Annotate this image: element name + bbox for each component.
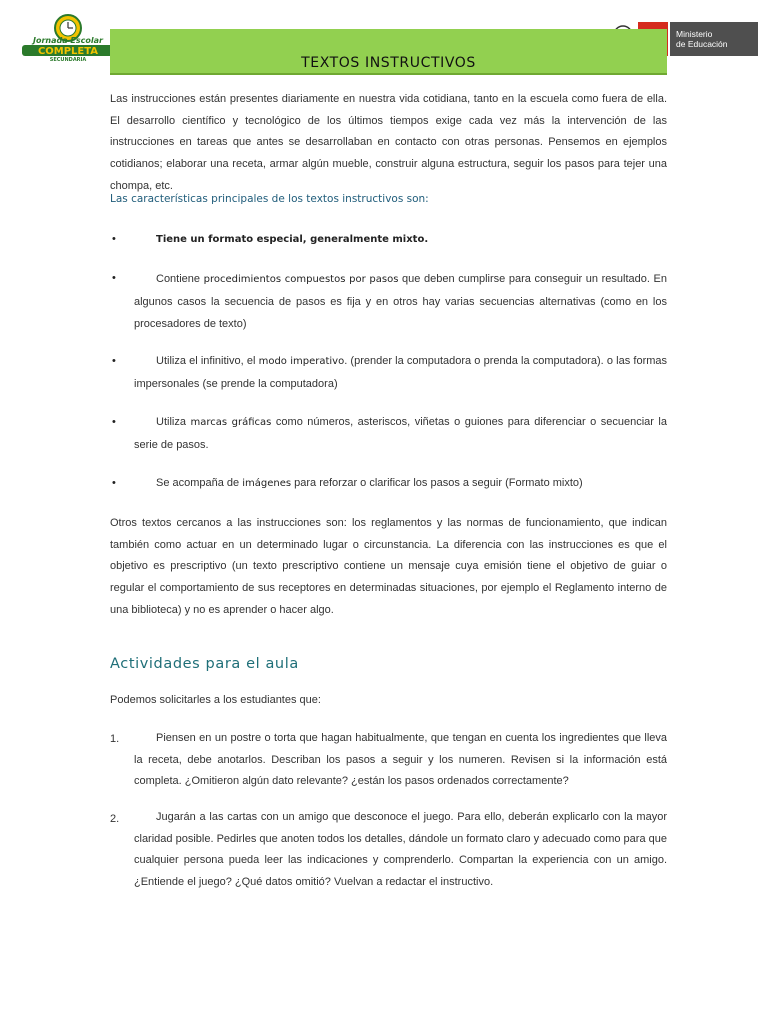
ministerio-educacion-logo (670, 22, 758, 56)
bullet-item (134, 411, 667, 456)
bullet-item (134, 268, 667, 335)
bullet-marker: • (112, 272, 116, 284)
bullet-marker: • (112, 233, 116, 245)
bullet-emphasis: modo imperativo (258, 356, 345, 367)
activity-text: Piensen en un postre o torta que hagan habitualmente, que tengan en cuenta los ingredientes que lleva la receta, debe anotarlos. Describan los pasos a seguir y los numeren. Revisen si la información está completa. ¿Omitieron algún dato relevante? ¿están los pasos ordenados correctamente? (134, 732, 667, 787)
bullet-text: Utiliza el infinitivo, el (156, 355, 259, 367)
other-texts-paragraph: Otros textos cercanos a las instrucciones son: los reglamentos y las normas de funcionamiento, que indican también como actuar en un determinado lugar o circunstancia. La diferencia con las instrucciones es que el objetivo es prescriptivo (un texto prescriptivo contiene un mensaje cuya emisión tiene el objetivo de guiar o regular el comportamiento de sus receptores en determinadas situaciones, por ejemplo el Reglamento interno de una biblioteca) y no es aprender o hacer algo. (110, 517, 667, 616)
characteristics-heading: Las características principales de los textos instructivos son: (110, 193, 429, 205)
bullet-item (134, 228, 667, 251)
bullet-emphasis: procedimientos compuestos por pasos (203, 274, 399, 285)
bullet-item (134, 350, 667, 395)
jornada-escolar-completa-logo (18, 10, 118, 62)
activities-heading: Actividades para el aula (110, 656, 299, 672)
logo-line-2: COMPLETA (37, 46, 99, 57)
ministry-line-1: Ministerio (676, 29, 713, 39)
bullet-item (134, 472, 667, 495)
activity-item (134, 728, 667, 793)
bullet-marker: • (112, 416, 116, 428)
logo-line-3: SECUNDARIA (49, 57, 87, 62)
bullet-emphasis: marcas gráficas (190, 417, 272, 428)
logo-line-1: Jornada Escolar (33, 36, 103, 45)
bullet-text: Se acompaña de (156, 477, 243, 489)
list-number: 1. (110, 733, 120, 745)
bullet-text: para reforzar o clarificar los pasos a seguir (Formato mixto) (291, 477, 583, 489)
bullet-marker: • (112, 477, 116, 489)
bullet-text: . (prender la computadora o prenda la computadora). o las formas impersonales (se prende la computadora) (134, 355, 668, 390)
bullet-emphasis: Tiene un formato especial, generalmente mixto. (156, 234, 429, 245)
bullet-emphasis: imágenes (242, 478, 292, 489)
intro-paragraph: Las instrucciones están presentes diariamente en nuestra vida cotidiana, tanto en la escuela como fuera de ella. El desarrollo científico y tecnológico de los últimos tiempos exige cada vez más la intervención de las instrucciones en tareas que antes se desarrollaban en contacto con otras personas. Pensemos en ejemplos cotidianos; elaborar una receta, armar algún mueble, construir alguna estructura, seguir los pasos para tejer una chompa, etc. (110, 93, 667, 192)
bullet-text: Contiene (156, 273, 204, 285)
activity-item (134, 807, 667, 893)
bullet-text: como números, asteriscos, viñetas o guiones para diferenciar o secuenciar la serie de pasos. (134, 416, 667, 451)
ministry-line-2: de Educación (676, 39, 728, 49)
activities-lead: Podemos solicitarles a los estudiantes que: (110, 694, 321, 706)
bullet-text: Utiliza (156, 416, 191, 428)
title-banner (110, 29, 667, 75)
bullet-marker: • (112, 355, 116, 367)
activity-text: Jugarán a las cartas con un amigo que desconoce el juego. Para ello, deberán explicarlo con la mayor claridad posible. Pedirles que anoten todos los detalles, dándole un formato claro y adecuado como para que cualquier persona pueda leer las indicaciones y comprenderlo. Compartan la experiencia con un amigo. ¿Entiende el juego? ¿Qué datos omitió? Vuelvan a redactar el instructivo. (134, 811, 667, 888)
page-title: TEXTOS INSTRUCTIVOS (301, 55, 476, 71)
bullet-text: que deben cumplirse para conseguir un resultado. En algunos casos la secuencia de pasos es fija y en otros hay varias secuencias alternativas (como en los procesadores de texto) (134, 273, 667, 330)
list-number: 2. (110, 813, 120, 825)
